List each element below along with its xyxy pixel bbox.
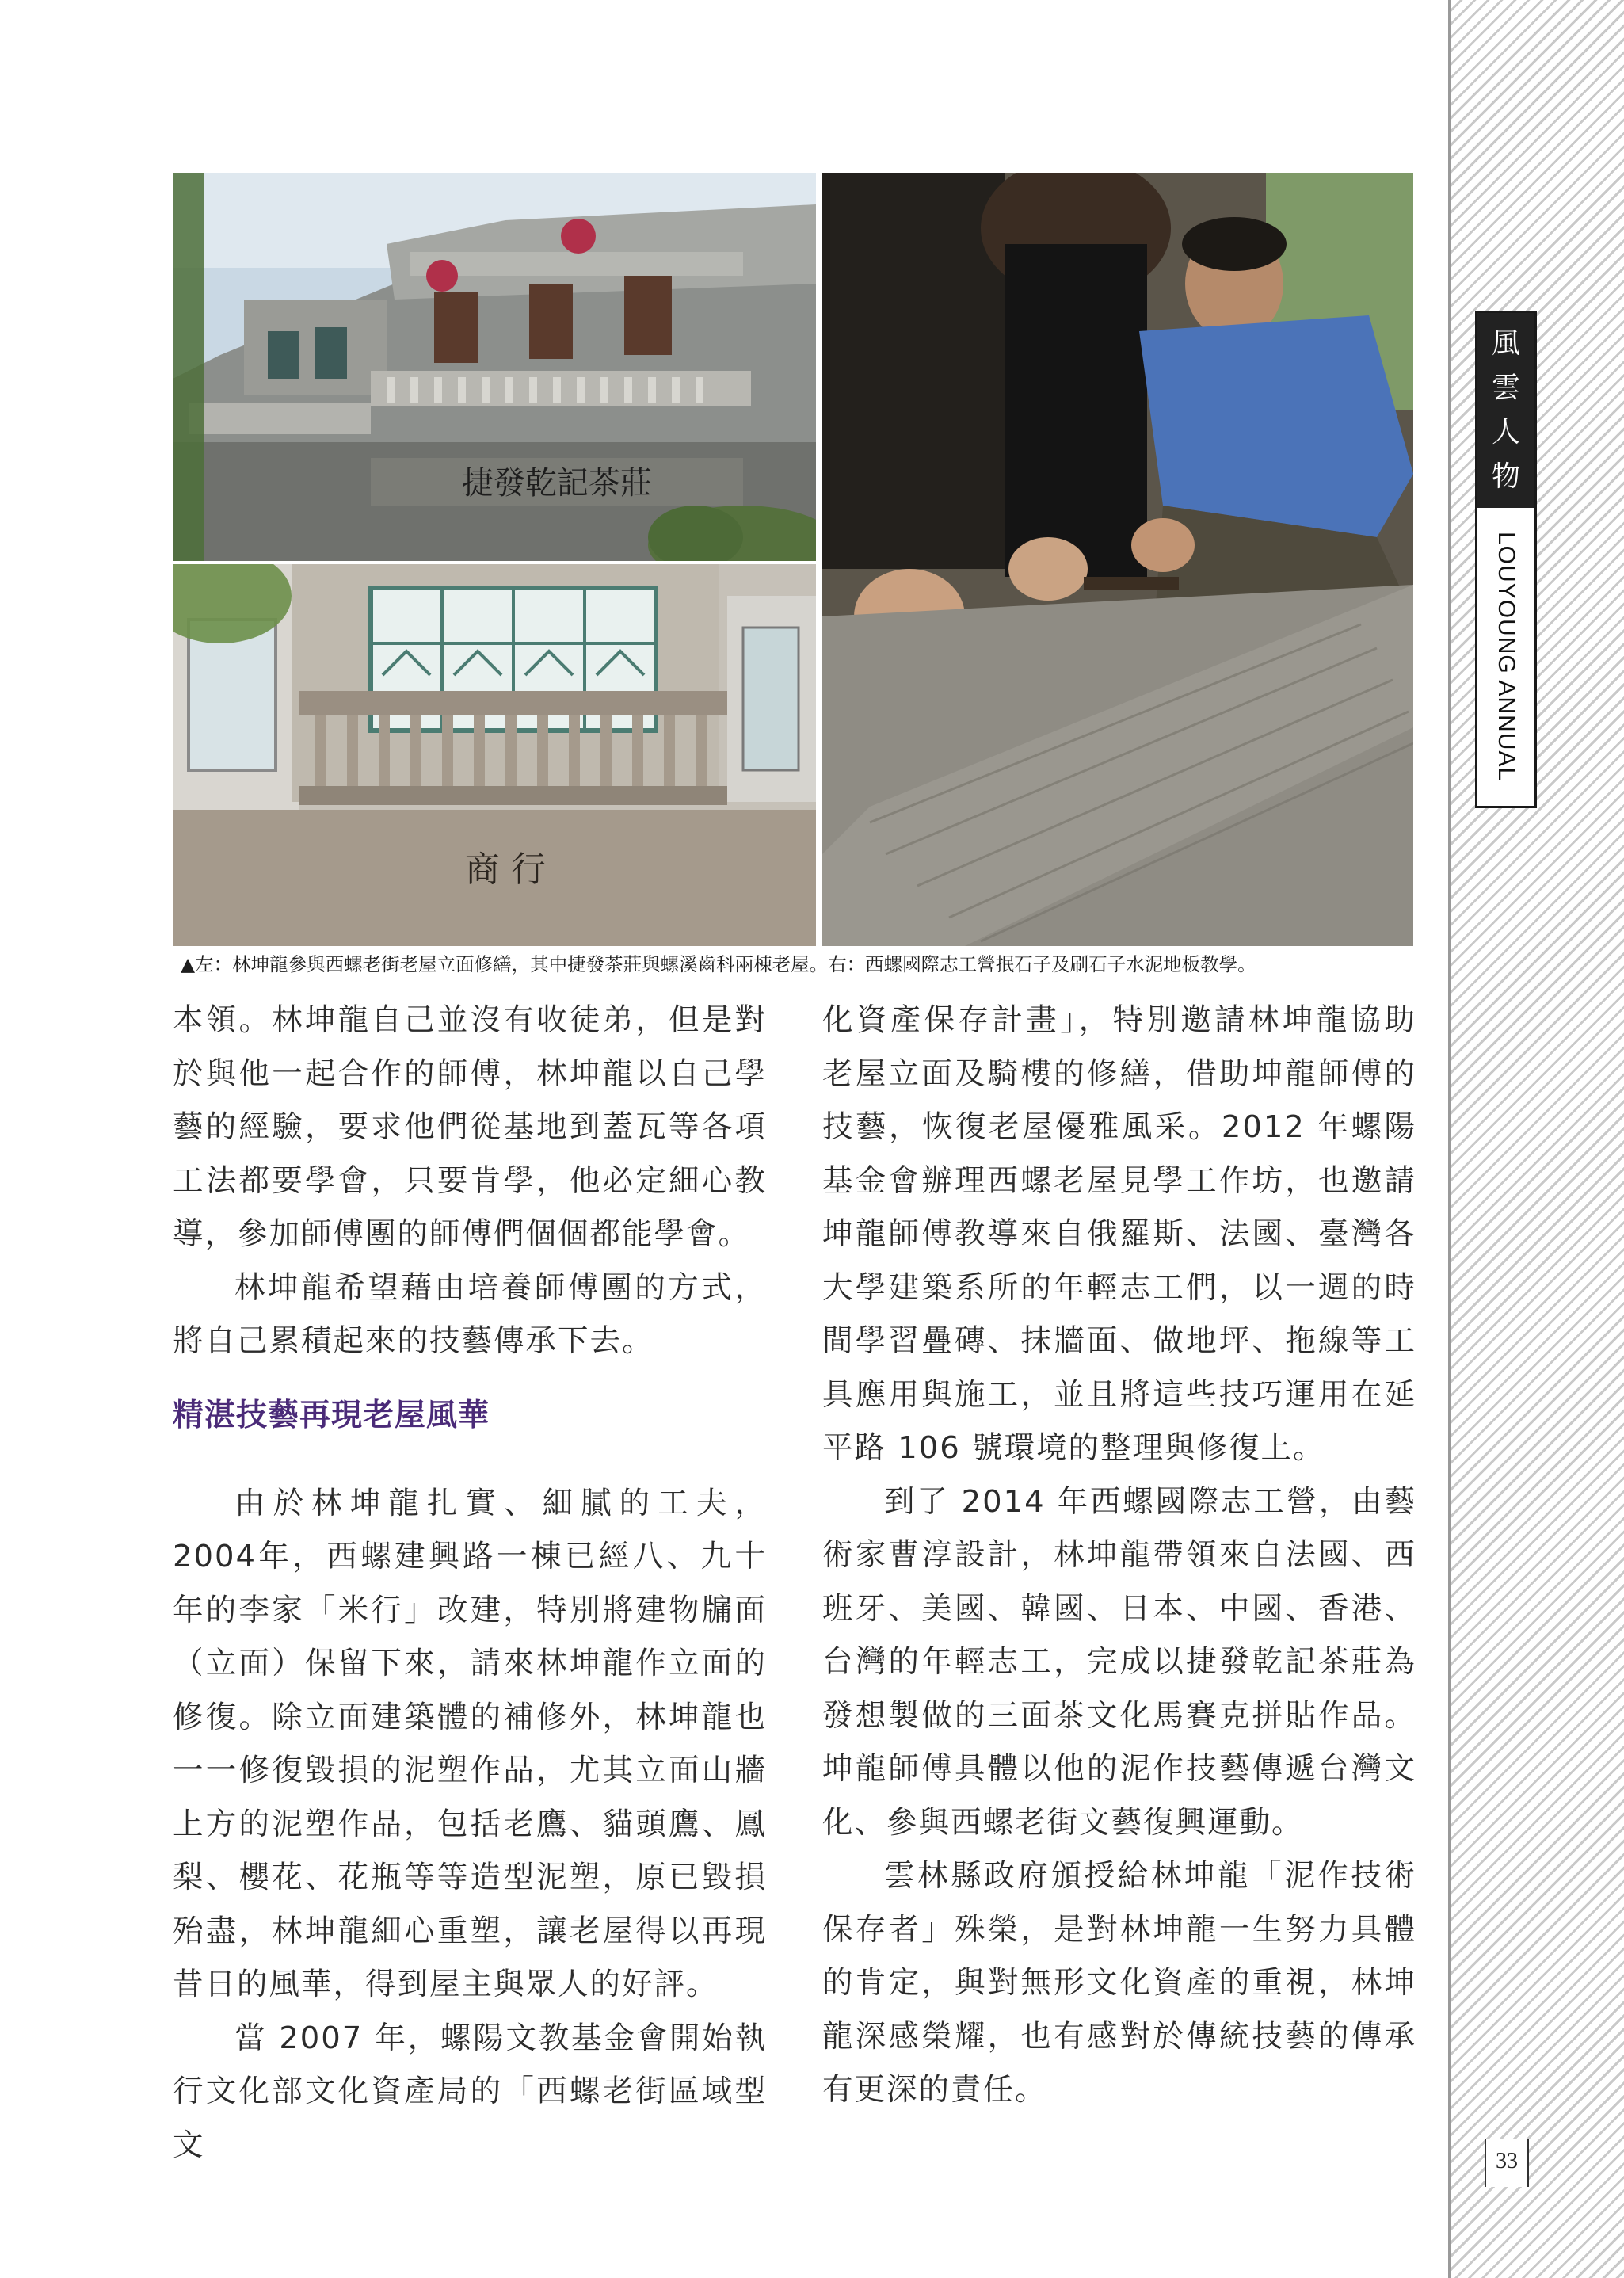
category-char: 物 xyxy=(1491,460,1520,493)
photo-ground-brushing-lesson xyxy=(822,173,1413,946)
photo-fafa-tea-facade xyxy=(173,173,816,561)
publication-name: LOUYOUNG ANNUAL xyxy=(1493,532,1519,782)
left-column xyxy=(173,994,767,2172)
paragraph: 當 2007 年，螺陽文教基金會開始執行文化部文化資產局的「西螺老街區域型文 xyxy=(173,2020,767,2163)
paragraph: 到了 2014 年西螺國際志工營，由藝術家曹淳設計，林坤龍帶領來自法國、西班牙、美國、韓國、日本、中國、香港、台灣的年輕志工，完成以捷發乾記茶莊為發想製做的三面茶文化馬賽克拼貼作品。坤龍師傅具體以他的泥作技藝傳遞台灣文化、參與西螺老街文藝復興運動。 xyxy=(822,1483,1416,1841)
section-heading: 精湛技藝再現老屋風華 xyxy=(173,1397,490,1433)
section-tab xyxy=(1475,311,1537,808)
stripe-divider-line xyxy=(1448,0,1451,2278)
paragraph: 化資產保存計畫」，特別邀請林坤龍協助老屋立面及騎樓的修繕，借助坤龍師傅的技藝，恢復老屋優雅風采。2012 年螺陽基金會辦理西螺老屋見學工作坊，也邀請坤龍師傅教導來自俄羅斯、法國、臺灣各大學建築系所的年輕志工們，以一週的時間學習疊磚、抹牆面、做地坪、拖線等工具應用與施工，並且將這些技巧運用在延平路 106 號環境的整理與修復上。 xyxy=(822,1002,1416,1466)
photo-luoxi-pharmacy-facade xyxy=(173,564,816,946)
page-number-box xyxy=(1485,2139,1529,2187)
category-char: 雲 xyxy=(1491,372,1520,404)
signboard-text: 捷發乾記茶莊 xyxy=(462,465,652,502)
photo-caption: ▲左：林坤龍參與西螺老街老屋立面修繕，其中捷發茶莊與螺溪齒科兩棟老屋。右：西螺國際志工營抿石子及刷石子水泥地板教學。 xyxy=(181,953,1256,975)
paragraph: 本領。林坤龍自己並沒有收徒弟，但是對於與他一起合作的師傅，林坤龍以自己學藝的經驗，要求他們從基地到蓋瓦等各項工法都要學會，只要肯學，他必定細心教導，參加師傅團的師傅們個個都能學會。 xyxy=(173,1002,767,1252)
publication-label-box xyxy=(1477,508,1534,806)
paragraph: 林坤龍希望藉由培養師傅團的方式，將自己累積起來的技藝傳承下去。 xyxy=(173,1269,767,1359)
category-char: 風 xyxy=(1491,327,1520,360)
category-char: 人 xyxy=(1491,416,1520,448)
paragraph: 由於林坤龍扎實、細膩的工夫，2004年，西螺建興路一棟已經八、九十年的李家「米行」改建，特別將建物牖面（立面）保留下來，請來林坤龍作立面的修復。除立面建築體的補修外，林坤龍也一一修復毀損的泥塑作品，尤其立面山牆上方的泥塑作品，包括老鷹、貓頭鷹、鳳梨、櫻花、花瓶等等造型泥塑，原已毀損殆盡，林坤龍細心重塑，讓老屋得以再現昔日的風華，得到屋主與眾人的好評。 xyxy=(173,1485,767,2002)
page-number: 33 xyxy=(1496,2149,1518,2173)
right-column xyxy=(822,994,1416,2117)
signboard-text: 商 行 xyxy=(465,849,546,890)
paragraph: 雲林縣政府頒授給林坤龍「泥作技術保存者」殊榮，是對林坤龍一生努力具體的肯定，與對無形文化資產的重視，林坤龍深感榮耀，也有感對於傳統技藝的傳承有更深的責任。 xyxy=(822,1858,1416,2108)
section-category-label xyxy=(1477,313,1534,508)
